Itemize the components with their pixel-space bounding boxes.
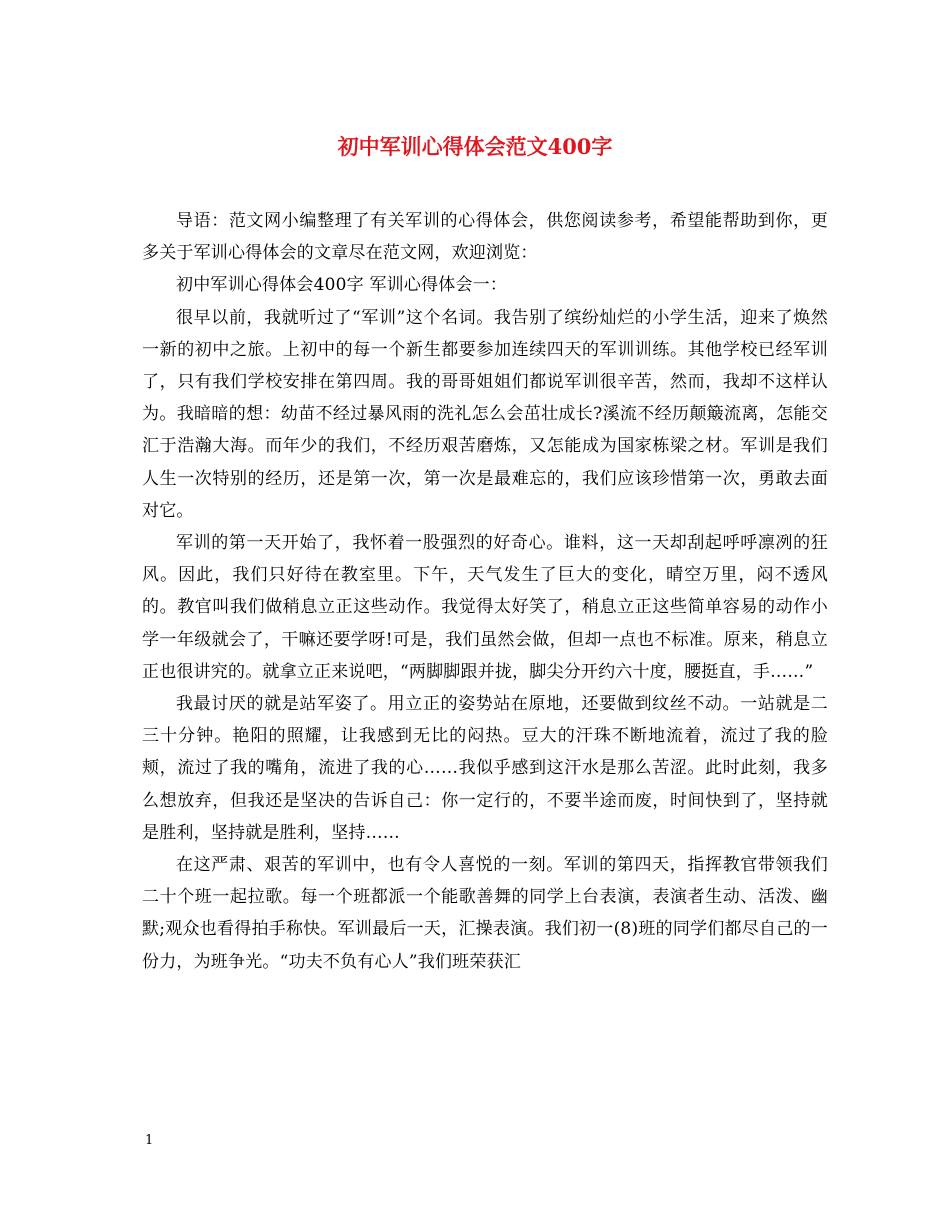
document-title: 初中军训心得体会范文400字 <box>337 134 613 159</box>
page-number: 1 <box>145 1133 154 1148</box>
body-paragraph: 军训的第一天开始了，我怀着一股强烈的好奇心。谁料，这一天却刮起呼呼凛冽的狂风。因此，我们只好待在教室里。下午，天气发生了巨大的变化，晴空万里，闷不透风的。教官叫我们做稍息立正这些动作。我觉得太好笑了，稍息立正这些简单容易的动作小学一年级就会了，干嘛还要学呀!可是，我们虽然会做，但却一点也不标准。原来，稍息立正也很讲究的。就拿立正来说吧，“两脚脚跟并拢，脚尖分开约六十度，腰挺直，手……” <box>142 533 828 682</box>
body-paragraph: 在这严肃、艰苦的军训中，也有令人喜悦的一刻。军训的第四天，指挥教官带领我们二十个班一起拉歌。每一个班都派一个能歌善舞的同学上台表演，表演者生动、活泼、幽默;观众也看得拍手称快。军训最后一天，汇操表演。我们初一(8)班的同学们都尽自己的一份力，为班争光。“功夫不负有心人”我们班荣获汇 <box>142 855 828 972</box>
body-paragraph: 很早以前，我就听过了“军训”这个名词。我告别了缤纷灿烂的小学生活，迎来了焕然一新的初中之旅。上初中的每一个新生都要参加连续四天的军训训练。其他学校已经军训了，只有我们学校安排在第四周。我的哥哥姐姐们都说军训很辛苦，然而，我却不这样认为。我暗暗的想：幼苗不经过暴风雨的洗礼怎么会茁壮成长?溪流不经历颠簸流离，怎能交汇于浩瀚大海。而年少的我们，不经历艰苦磨炼，又怎能成为国家栋梁之材。军训是我们人生一次特别的经历，还是第一次，第一次是最难忘的，我们应该珍惜第一次，勇敢去面对它。 <box>142 307 828 521</box>
document-body <box>142 205 828 978</box>
section-heading: 初中军训心得体会400字 军训心得体会一： <box>176 275 508 296</box>
intro-paragraph: 导语：范文网小编整理了有关军训的心得体会，供您阅读参考，希望能帮助到你，更多关于军训心得体会的文章尽在范文网，欢迎浏览： <box>142 211 828 264</box>
body-paragraph: 我最讨厌的就是站军姿了。用立正的姿势站在原地，还要做到纹丝不动。一站就是二三十分钟。艳阳的照耀，让我感到无比的闷热。豆大的汗珠不断地流着，流过了我的脸颊，流过了我的嘴角，流进了我的心……我似乎感到这汗水是那么苦涩。此时此刻，我多么想放弃，但我还是坚决的告诉自己：你一定行的，不要半途而废，时间快到了，坚持就是胜利，坚持就是胜利，坚持…… <box>142 694 828 843</box>
